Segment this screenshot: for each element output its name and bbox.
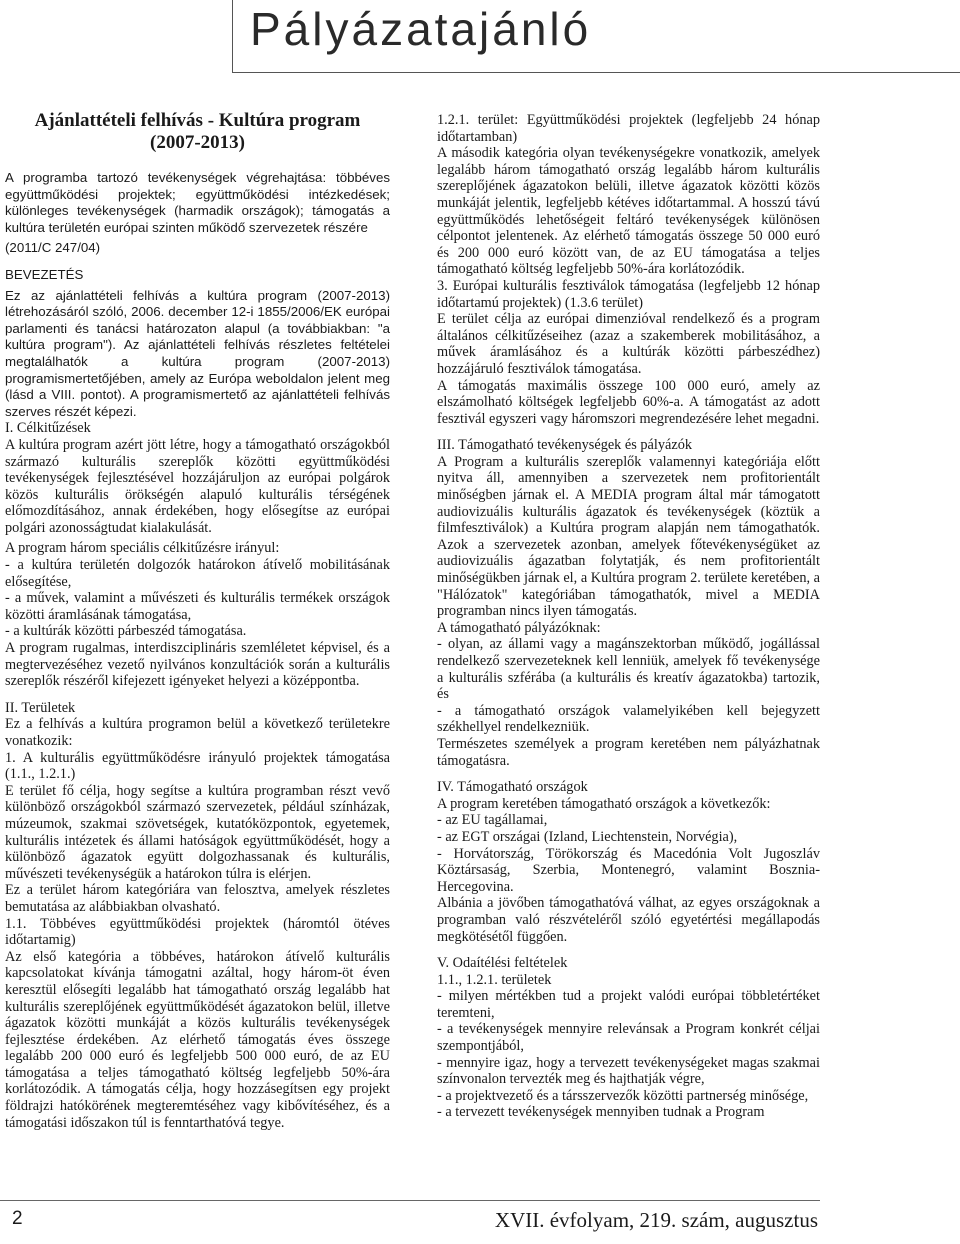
section-heading-award-criteria: V. Odaítélési feltételek bbox=[437, 955, 568, 972]
area-1-paragraph: E terület fő célja, hogy segítse a kultúra programban részt vevő különböző országokból származó szervezetek, például színházak, múzeumok, szakmai szövetségek, kutatóközpontok, egyetemek, kulturális intézetek és állami hatóságok együttműködését, hogy a különböző ágazatok együtt dolgozhassanak és kulturális, művészeti tevékenységük a határokon túlra is elérjen. bbox=[5, 782, 390, 882]
article-title-line-2: (2007-2013) bbox=[150, 132, 245, 153]
eligible-applicants-intro: A támogatható pályázóknak: bbox=[437, 619, 601, 636]
page-number: 2 bbox=[12, 1208, 23, 1229]
footer-rule bbox=[0, 1200, 820, 1201]
objective-item: - a kultúrák közötti párbeszéd támogatása. bbox=[5, 623, 247, 640]
subheading-1-1: 1.1. Többéves együttműködési projektek (háromtól ötéves időtartamig) bbox=[5, 915, 390, 949]
objectives-paragraph: A kultúra program azért jött létre, hogy a támogatható országokból származó kulturális szereplők közötti együttműködési tevékenységek fejlesztésével hozzájáruljon az európai polgárok közös kulturális örökségén alapuló kulturális térségének előmozdításához, annak érdekében, hogy elősegítse az európai polgári azonosságtudat kialakulását. bbox=[5, 436, 390, 536]
section-heading-areas: II. Területek bbox=[5, 699, 76, 716]
section-heading-introduction: BEVEZETÉS bbox=[5, 266, 84, 282]
eligible-activities-paragraph: A Program a kulturális szereplők valamennyi kategóriája előtt nyitva áll, amennyiben a szervezetek nem profitorientált minőségben járnak el. A MEDIA program által már támogatott audiovizuális kulturális ágazatok és tevékenységek (köztük a filmfesztiválok) a Kultúra program alapján nem támogathatók. Azok a szervezetek azonban, amelyek főtevékenységüket az audiovizuális ágazatban folytatják, és nem profitorientált minőségükben járnak el, a Kultúra program 2. területe keretében, a "Hálózatok" kategóriában támogathatók, mivel a MEDIA programban nincs ilyen támogatás. bbox=[437, 453, 820, 620]
criteria-item: - milyen mértékben tud a projekt valódi európai többletértéket teremteni, bbox=[437, 988, 820, 1021]
albania-note: Albánia a jövőben támogathatóvá válhat, az egyes országoknak a programban való részvételéről szóló egyetértési megállapodás megkötésétől függően. bbox=[437, 895, 820, 945]
applicant-item: - a támogatható országok valamelyikében kell bejegyzett székhellyel rendelkezniük. bbox=[437, 702, 820, 736]
eligible-countries-intro: A program keretében támogatható országok a következők: bbox=[437, 795, 771, 812]
natural-persons-note: Természetes személyek a program keretében nem pályázhatnak támogatásra. bbox=[437, 735, 820, 769]
criteria-item: - a projektvezető és a társszervezők közötti partnerség minősége, bbox=[437, 1087, 809, 1104]
criteria-item: - mennyire igaz, hogy a tervezett tevékenységeket magas szakmai színvonalon tervezték meg és hajthatják végre, bbox=[437, 1054, 820, 1088]
article-title bbox=[5, 110, 390, 154]
section-heading-eligible-countries: IV. Támogatható országok bbox=[437, 779, 588, 796]
objectives-intro: A program három speciális célkitűzésre irányul: bbox=[5, 540, 280, 557]
criteria-item: - a tervezett tevékenységek mennyiben tudnak a Program bbox=[437, 1104, 765, 1121]
categories-paragraph: Ez a terület három kategóriára van felosztva, amelyek részletes bemutatása az alábbiakban olvasható. bbox=[5, 882, 390, 915]
objective-item: - a kultúra területén dolgozók határokon átívelő mobilitásának elősegítése, bbox=[5, 557, 390, 590]
page-title: Pályázatajánló bbox=[250, 3, 592, 55]
cooperation-projects-paragraph: A második kategória olyan tevékenységekre vonatkozik, amelyek legalább három támogatható ország legalább három kulturális szereplőjének ágazatokon belüli, illetve ágazatok közötti közös munkáját jelentik, legfeljebb kétéves időtartammal. A hosszú távú együttműködés lehetőségeit feltáró tevékenységek különösen célpontot jelentenek. Az elérhető támogatás összege 50 000 euró és 200 000 euró között van, de az EU támogatása a teljes támogatható költség legfeljebb 50%-ára korlátozódik. bbox=[437, 145, 820, 278]
areas-intro: Ez a felhívás a kultúra programon belül a következő területekre vonatkozik: bbox=[5, 716, 390, 749]
country-item: - Horvátország, Törökország és Macedónia Volt Jugoszláv Köztársaság, Szerbia, Montenegró, valamint Bosznia-Hercegovina. bbox=[437, 845, 820, 895]
issue-info: XVII. évfolyam, 219. szám, augusztus bbox=[494, 1208, 818, 1232]
festivals-paragraph: E terület célja az európai dimenzióval rendelkező és a program általános célkitűzéseihez (azaz a szakemberek mobilitásához, a művek áramlásához és a kultúrák közötti párbeszédhez) hozzájáruló fesztiválok támogatása. bbox=[437, 311, 820, 377]
objective-item: - a művek, valamint a művészeti és kulturális termékek országok közötti áramlásának támogatása, bbox=[5, 590, 390, 623]
reference-code: (2011/C 247/04) bbox=[5, 240, 101, 256]
festival-funding-paragraph: A támogatás maximális összege 100 000 euró, amely az elszámolható költségek legfeljebb 60%-a. A támogatást az adott fesztivál egyszeri vagy háromszori megrendezésére lehet megadni. bbox=[437, 377, 820, 427]
left-column bbox=[5, 110, 390, 1131]
country-item: - az EGT országai (Izland, Liechtenstein, Norvégia), bbox=[437, 828, 738, 845]
program-approach-paragraph: A program rugalmas, interdiszciplináris szemléletet képvisel, és a megtervezéséhez vezető nyilvános konzultációk során a kulturális szereplők részéről kifejezett igényeket helyezi a középpontba. bbox=[5, 640, 390, 690]
criteria-item: - a tevékenységek mennyire relevánsak a Program konkrét céljai szempontjából, bbox=[437, 1021, 820, 1055]
country-item: - az EU tagállamai, bbox=[437, 812, 548, 829]
subheading-1-2-1: 1.2.1. terület: Együttműködési projektek (legfeljebb 24 hónap időtartamban) bbox=[437, 112, 820, 145]
intro-paragraph: A programba tartozó tevékenységek végrehajtása: többéves együttműködési projektek; együttműködési intézkedések; különleges tevékenységek (harmadik országok); támogatás a kultúra területén európai szinten működő szervezetek részére bbox=[5, 170, 390, 235]
award-criteria-subheading: 1.1., 1.2.1. területek bbox=[437, 971, 552, 988]
section-heading-eligible-activities: III. Támogatható tevékenységek és pályázók bbox=[437, 437, 692, 454]
subheading-festivals: 3. Európai kulturális fesztiválok támogatása (legfeljebb 12 hónap időtartamú projektek) (1.3.6 terület) bbox=[437, 277, 820, 311]
right-column bbox=[437, 112, 820, 1121]
area-heading-1: 1. A kulturális együttműködésre irányuló projektek támogatása (1.1., 1.2.1.) bbox=[5, 749, 390, 783]
introduction-paragraph: Ez az ajánlattételi felhívás a kultúra program (2007-2013) létrehozásáról szóló, 2006. december 12-i 1855/2006/EK európai parlamenti és tanácsi határozaton alapul (a továbbiakban: "a kultúra program"). Az ajánlattételi felhívás részletes feltételei megtalálhatók a kultúra program (2007-2013) programismertetőjében, amely az Európa weboldalon jelent meg (lásd a VIII. pontot). A programismertető az ajánlattételi felhívás szerves részét képezi. bbox=[5, 287, 390, 419]
article-title-line-1: Ajánlattételi felhívás - Kultúra program bbox=[34, 110, 361, 131]
applicant-item: - olyan, az állami vagy a magánszektorban működő, jogállással rendelkező szervezeteknek kell lenniük, amelyek fő tevékenysége a kulturális szférába (a kulturális és kreatív ágazatokba) tartozik, és bbox=[437, 636, 820, 703]
section-heading-objectives: I. Célkitűzések bbox=[5, 420, 91, 437]
multiannual-projects-paragraph: Az első kategória a többéves, határokon átívelő kulturális kapcsolatokat kívánja támogatni azáltal, hogy három-öt éven keresztül elősegíti legalább hat támogatható ország legalább hat kulturális szereplőjének együttműködését ágazatokon belül, illetve ágazatok közötti munkáját a közös kulturális tevékenységek fejlesztése érdekében. Az elérhető támogatás éves összege legalább 200 000 euró és legfeljebb 500 000 euró, de az EU támogatása a teljes támogatható költség legfeljebb 50%-ára korlátozódik. A támogatás célja, hogy hozzásegítsen egy projekt földrajzi hatókörének megteremtéséhez vagy kibővítéséhez, és a támogatási időszakon túl is fenntarthatóvá tegye. bbox=[5, 948, 390, 1131]
